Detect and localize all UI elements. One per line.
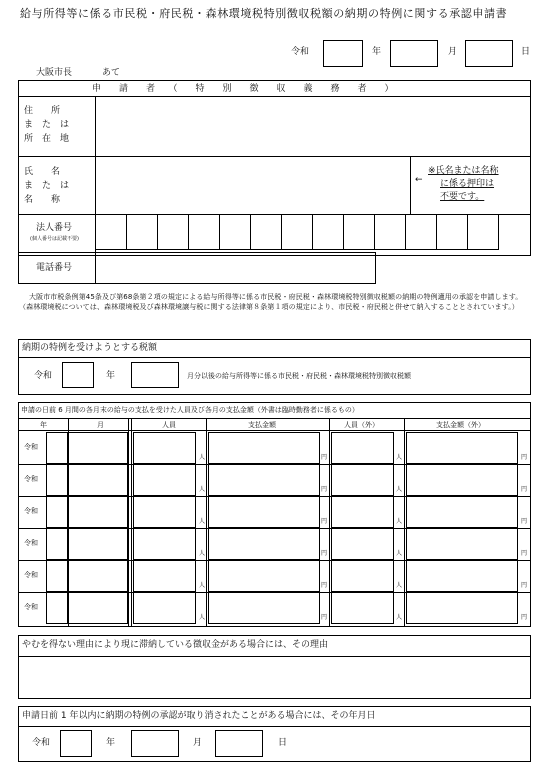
date-era-year-input[interactable]: [323, 40, 363, 67]
sec2-row-month-input[interactable]: [68, 432, 128, 464]
sec2-row-year-input[interactable]: [46, 592, 68, 624]
sec2-row-persons-input[interactable]: [133, 464, 196, 496]
sec2-row-person-ext-unit: 人: [396, 518, 403, 525]
sec3-title: やむを得ない理由により現に滞納している徴収金がある場合には、その理由: [22, 640, 329, 650]
sec2-row-amount-input[interactable]: [208, 528, 320, 560]
seal-note-line3: 不要です。: [440, 192, 485, 202]
sec2-row-persons-input[interactable]: [133, 432, 196, 464]
seal-note-arrow: ←: [415, 175, 423, 185]
sec2-row-yen-ext-unit: 円: [521, 486, 528, 493]
sec4-title: 申請日前 1 年以内に納期の特例の承認が取り消されたことがある場合には、その年月日: [22, 711, 376, 721]
sec2-row-yen-unit: 円: [321, 582, 328, 589]
date-month-input[interactable]: [390, 40, 438, 67]
name-label-line1: 氏 名: [24, 167, 61, 177]
sec2-row-amount-ext-input[interactable]: [406, 464, 518, 496]
sec2-row-era: 令和: [24, 475, 38, 483]
sec2-row-person-unit: 人: [199, 454, 206, 461]
sec2-row-yen-ext-unit: 円: [521, 518, 528, 525]
applicant-header: 申 請 者 （ 特 別 徴 収 義 務 者 ）: [92, 84, 394, 94]
sec2-row-year-input[interactable]: [46, 528, 68, 560]
sec2-row-amount-ext-input[interactable]: [406, 592, 518, 624]
sec1-month-input[interactable]: [131, 362, 179, 388]
sec2-row-yen-ext-unit: 円: [521, 550, 528, 557]
sec2-row-amount-input[interactable]: [208, 592, 320, 624]
sec2-row-amount-input[interactable]: [208, 464, 320, 496]
sec2-row-persons-ext-input[interactable]: [331, 560, 394, 592]
sec2-row-month-input[interactable]: [68, 528, 128, 560]
sec2-row-era: 令和: [24, 443, 38, 451]
seal-note-line1: ※氏名または名称: [428, 166, 499, 176]
sec2-row-yen-unit: 円: [321, 550, 328, 557]
sec4-month-input[interactable]: [131, 730, 179, 757]
seal-note: [428, 165, 528, 204]
corp-number-label: 法人番号: [36, 223, 73, 233]
sec2-header-amount: 支払金額: [248, 421, 276, 429]
form-title: 給与所得等に係る市民税・府民税・森林環境税特別徴収税額の納期の特例に関する承認申請書: [20, 7, 508, 20]
statement-text: 大阪市市税条例第45条及び第68条第２項の規定による給与所得等に係る市民税・府民税・森林環境税特別徴収税額の納期の特例適用の承認を申請します。（森林環境税については、森林環境税及び森林環境譲与税に関する法律第８条第１項の規定により、市民税・府民税と併せて納入することとされています。）: [19, 293, 523, 311]
sec1-text: 月分以後の給与所得等に係る市民税・府民税・森林環境税特別徴収税額: [187, 372, 411, 380]
date-month-label: 月: [448, 47, 458, 57]
sec2-row-yen-unit: 円: [321, 518, 328, 525]
sec2-row-month-input[interactable]: [68, 560, 128, 592]
sec1-era: 令和: [34, 371, 53, 381]
address-input[interactable]: [96, 97, 530, 155]
sec2-row-yen-unit: 円: [321, 454, 328, 461]
sec2-row-year-input[interactable]: [46, 560, 68, 592]
name-label-line2: ま た は: [24, 181, 70, 191]
sec2-row-persons-ext-input[interactable]: [331, 464, 394, 496]
sec1-era-year-input[interactable]: [62, 362, 94, 388]
sec2-header-amount-ext: 支払金額（外）: [436, 421, 485, 429]
sec2-row-yen-ext-unit: 円: [521, 614, 528, 621]
sec2-row-year-input[interactable]: [46, 496, 68, 528]
sec4-day: 日: [278, 738, 288, 748]
address-label-line1: 住 所: [24, 106, 61, 116]
sec4-era: 令和: [32, 738, 51, 748]
sec2-row-persons-input[interactable]: [133, 528, 196, 560]
sec2-row-year-input[interactable]: [46, 464, 68, 496]
name-label: [24, 165, 90, 207]
sec2-row-person-ext-unit: 人: [396, 614, 403, 621]
sec2-row-amount-input[interactable]: [208, 432, 320, 464]
sec2-header-persons: 人員: [162, 421, 176, 429]
sec2-row-persons-ext-input[interactable]: [331, 592, 394, 624]
phone-label: 電話番号: [36, 263, 73, 273]
date-day-input[interactable]: [465, 40, 513, 67]
sec2-row-persons-input[interactable]: [133, 592, 196, 624]
sec2-row-month-input[interactable]: [68, 496, 128, 528]
sec2-row-person-unit: 人: [199, 614, 206, 621]
sec2-row-persons-ext-input[interactable]: [331, 496, 394, 528]
sec2-row-amount-input[interactable]: [208, 496, 320, 528]
sec2-row-person-unit: 人: [199, 486, 206, 493]
sec4-year: 年: [106, 738, 116, 748]
sec2-header-persons-ext: 人員（外）: [344, 421, 379, 429]
sec2-row-era: 令和: [24, 539, 38, 547]
address-label-line3: 所 在 地: [24, 134, 70, 144]
sec2-row-year-input[interactable]: [46, 432, 68, 464]
sec2-row-month-input[interactable]: [68, 464, 128, 496]
sec2-row-person-ext-unit: 人: [396, 486, 403, 493]
sec4-day-input[interactable]: [215, 730, 263, 757]
sec2-row-persons-ext-input[interactable]: [331, 432, 394, 464]
sec2-row-persons-input[interactable]: [133, 560, 196, 592]
sec2-row-person-ext-unit: 人: [396, 582, 403, 589]
corp-number-sub: (個人番号は記載不要): [30, 236, 79, 242]
sec2-row-era: 令和: [24, 507, 38, 515]
name-input[interactable]: [96, 157, 410, 213]
sec2-row-person-ext-unit: 人: [396, 550, 403, 557]
seal-note-line2: に係る押印は: [440, 179, 495, 189]
sec2-row-yen-unit: 円: [321, 614, 328, 621]
sec2-row-persons-ext-input[interactable]: [331, 528, 394, 560]
sec2-row-person-unit: 人: [199, 550, 206, 557]
sec2-title: 申請の日前 6 月間の各月末の給与の支払を受けた人員及び各月の支払金額（外書は臨時勤務者に係るもの）: [21, 406, 359, 414]
corp-number-cells[interactable]: [95, 214, 499, 250]
addressee-name: 大阪市長: [36, 68, 73, 78]
sec2-header-year: 年: [40, 421, 47, 429]
sec2-row-amount-ext-input[interactable]: [406, 496, 518, 528]
sec2-header-month: 月: [97, 421, 104, 429]
sec4-month: 月: [193, 738, 203, 748]
sec2-row-month-input[interactable]: [68, 592, 128, 624]
date-day-label: 日: [521, 47, 531, 57]
sec2-row-yen-unit: 円: [321, 486, 328, 493]
sec2-row-person-unit: 人: [199, 518, 206, 525]
sec2-row-persons-input[interactable]: [133, 496, 196, 528]
phone-input[interactable]: [96, 253, 375, 283]
sec2-row-yen-ext-unit: 円: [521, 582, 528, 589]
sec2-row-amount-ext-input[interactable]: [406, 528, 518, 560]
sec2-row-person-unit: 人: [199, 582, 206, 589]
sec2-row-person-ext-unit: 人: [396, 454, 403, 461]
date-year-label: 年: [372, 47, 382, 57]
address-label-line2: ま た は: [24, 120, 70, 130]
sec1-title: 納期の特例を受けようとする税額: [22, 343, 158, 353]
sec2-row-amount-ext-input[interactable]: [406, 432, 518, 464]
sec2-row-amount-input[interactable]: [208, 560, 320, 592]
address-label: [24, 104, 90, 146]
sec2-row-era: 令和: [24, 571, 38, 579]
sec2-row-era: 令和: [24, 603, 38, 611]
sec2-row-yen-ext-unit: 円: [521, 454, 528, 461]
date-era-label: 令和: [291, 47, 310, 57]
name-label-line3: 名 称: [24, 195, 61, 205]
sec1-year: 年: [106, 371, 116, 381]
sec2-row-amount-ext-input[interactable]: [406, 560, 518, 592]
sec3-reason-input[interactable]: [19, 657, 530, 698]
sec4-era-year-input[interactable]: [60, 730, 92, 757]
addressee-suffix: あて: [102, 68, 121, 78]
